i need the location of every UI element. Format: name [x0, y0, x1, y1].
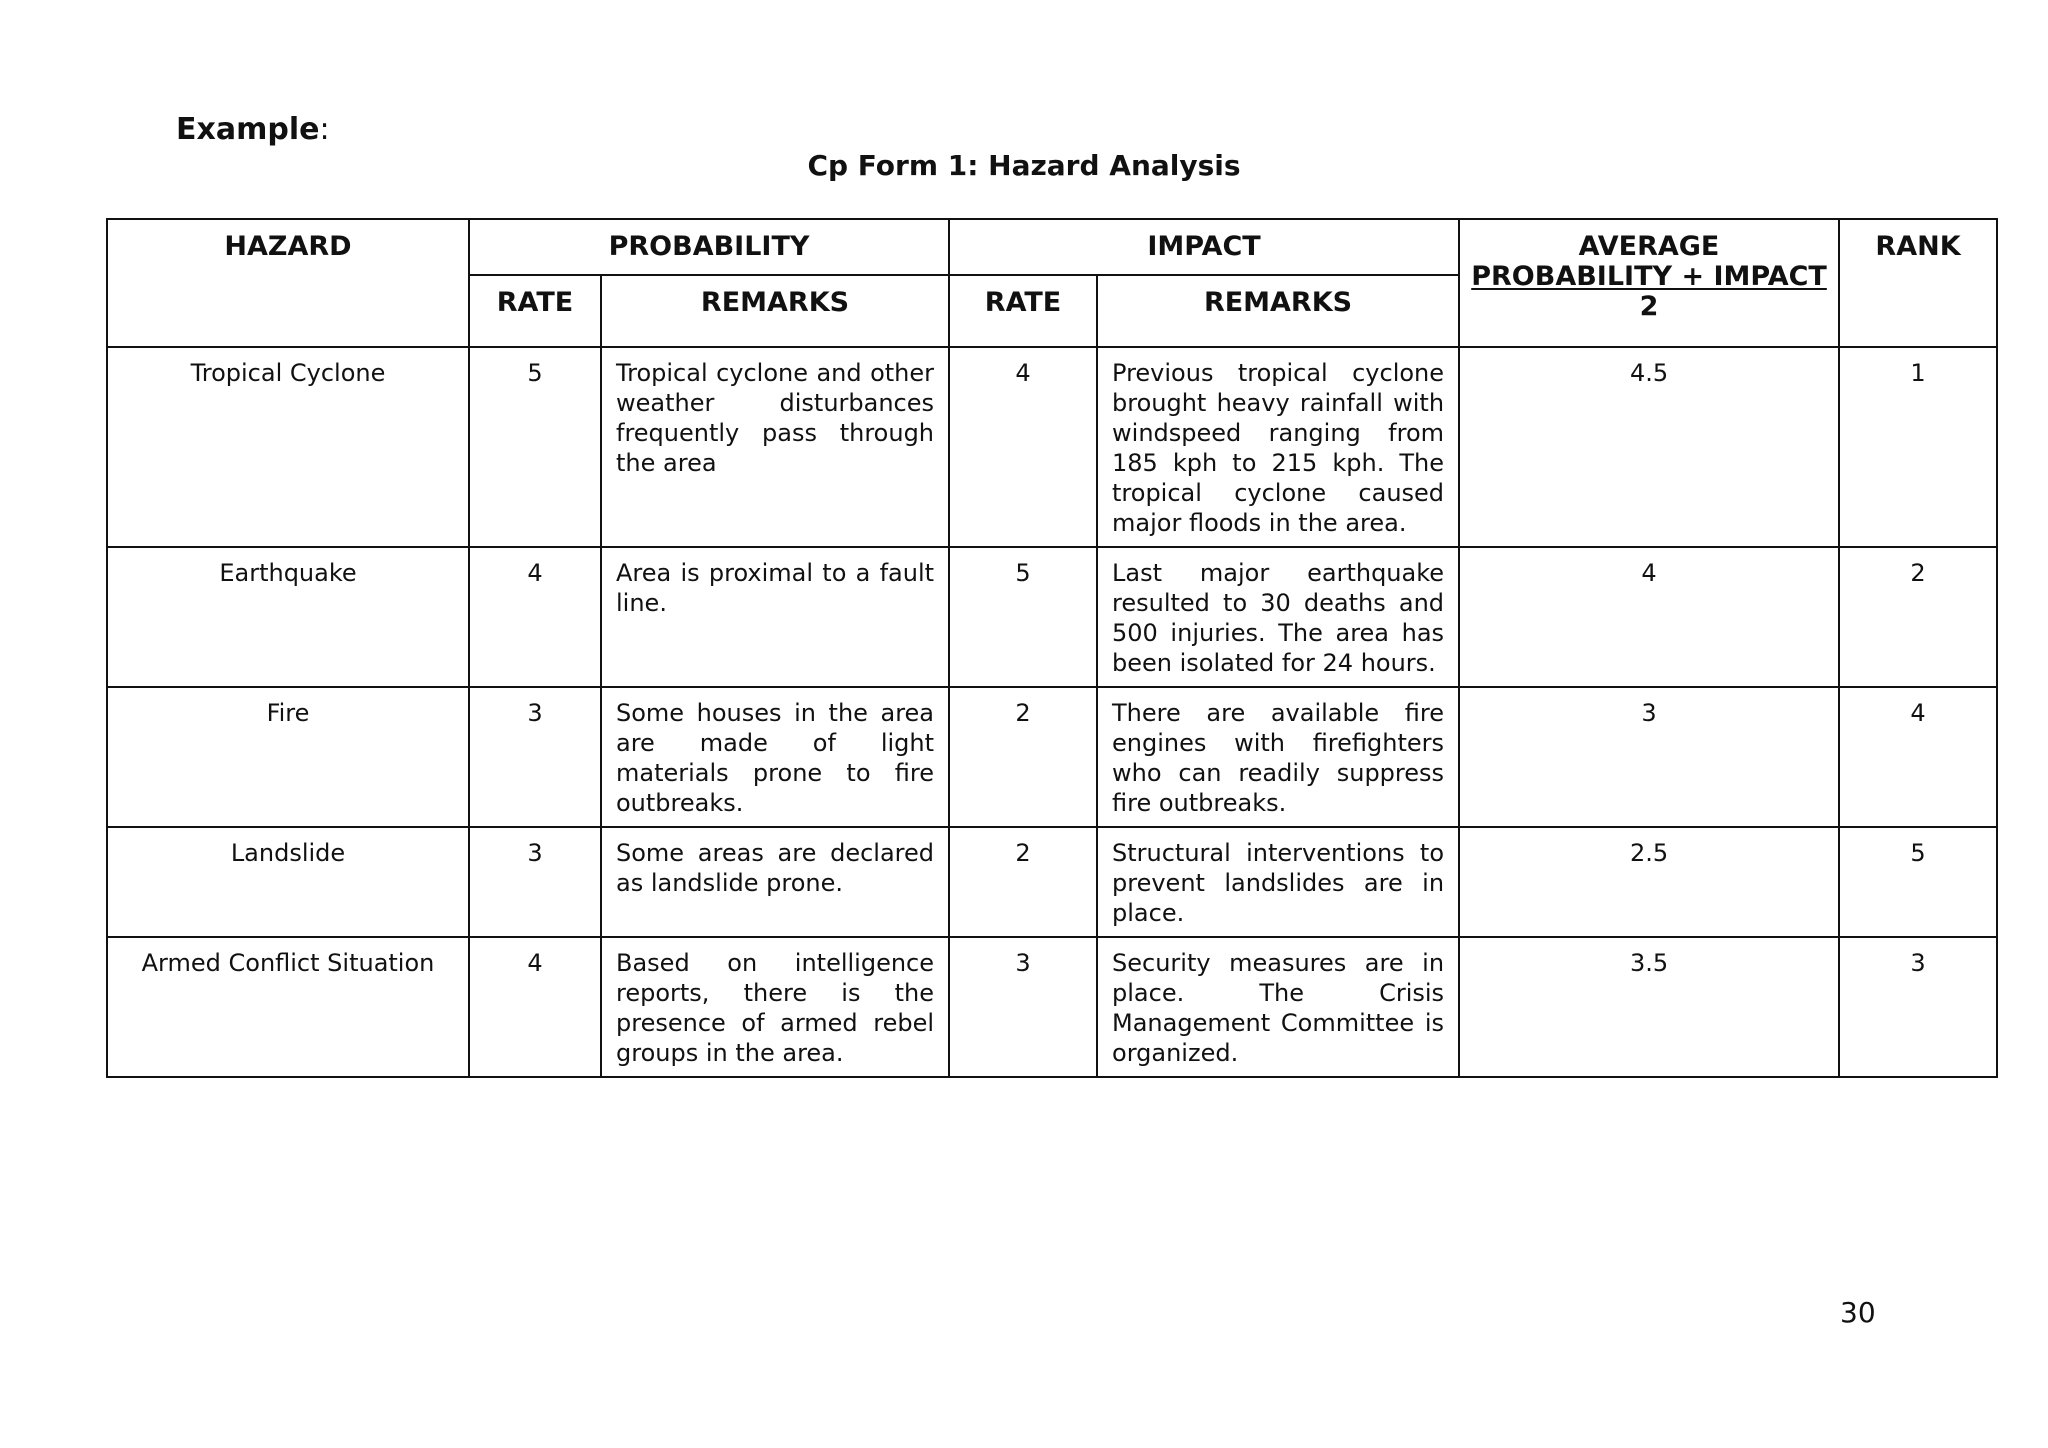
- average-cell: 4.5: [1459, 347, 1839, 547]
- example-label-colon: :: [319, 112, 330, 147]
- header-impact-rate: RATE: [949, 275, 1097, 347]
- table-row: [107, 347, 1997, 547]
- probability-remarks-cell: Some areas are declared as landslide prone.: [601, 827, 949, 937]
- probability-remarks-cell: Based on intelligence reports, there is the presence of armed rebel groups in the area.: [601, 937, 949, 1077]
- hazard-cell: Fire: [107, 687, 469, 827]
- probability-rate-cell: 4: [469, 937, 601, 1077]
- header-hazard: HAZARD: [107, 219, 469, 347]
- header-impact: IMPACT: [949, 219, 1459, 275]
- impact-remarks-cell: Last major earthquake resulted to 30 deaths and 500 injuries. The area has been isolated for 24 hours.: [1097, 547, 1459, 687]
- impact-remarks-cell: Structural interventions to prevent landslides are in place.: [1097, 827, 1459, 937]
- rank-cell: 5: [1839, 827, 1997, 937]
- example-label-text: Example: [176, 112, 320, 147]
- hazard-cell: Earthquake: [107, 547, 469, 687]
- header-impact-remarks: REMARKS: [1097, 275, 1459, 347]
- hazard-cell: Landslide: [107, 827, 469, 937]
- example-label: [176, 112, 330, 148]
- rank-cell: 4: [1839, 687, 1997, 827]
- header-average-formula: [1468, 262, 1830, 322]
- table-row: [107, 547, 1997, 687]
- hazard-cell: Tropical Cyclone: [107, 347, 469, 547]
- header-probability: PROBABILITY: [469, 219, 949, 275]
- average-cell: 3.5: [1459, 937, 1839, 1077]
- average-cell: 2.5: [1459, 827, 1839, 937]
- probability-rate-cell: 4: [469, 547, 601, 687]
- rank-cell: 2: [1839, 547, 1997, 687]
- average-cell: 4: [1459, 547, 1839, 687]
- impact-rate-cell: 3: [949, 937, 1097, 1077]
- header-probability-remarks: REMARKS: [601, 275, 949, 347]
- impact-rate-cell: 5: [949, 547, 1097, 687]
- header-average-denominator: 2: [1639, 291, 1659, 322]
- impact-rate-cell: 4: [949, 347, 1097, 547]
- rank-cell: 1: [1839, 347, 1997, 547]
- impact-rate-cell: 2: [949, 687, 1097, 827]
- impact-remarks-cell: There are available fire engines with firefighters who can readily suppress fire outbreaks.: [1097, 687, 1459, 827]
- rank-cell: 3: [1839, 937, 1997, 1077]
- table-row: [107, 687, 1997, 827]
- header-probability-rate: RATE: [469, 275, 601, 347]
- hazard-cell: Armed Conflict Situation: [107, 937, 469, 1077]
- probability-remarks-cell: Area is proximal to a fault line.: [601, 547, 949, 687]
- impact-rate-cell: 2: [949, 827, 1097, 937]
- form-title: Cp Form 1: Hazard Analysis: [807, 149, 1241, 182]
- probability-rate-cell: 3: [469, 687, 601, 827]
- table-row: [107, 937, 1997, 1077]
- probability-rate-cell: 5: [469, 347, 601, 547]
- header-average: [1459, 219, 1839, 347]
- probability-remarks-cell: Some houses in the area are made of light materials prone to fire outbreaks.: [601, 687, 949, 827]
- header-rank: RANK: [1839, 219, 1997, 347]
- header-average-numerator: PROBABILITY + IMPACT: [1471, 261, 1827, 292]
- table-row: [107, 827, 1997, 937]
- impact-remarks-cell: Previous tropical cyclone brought heavy rainfall with windspeed ranging from 185 kph to 215 kph. The tropical cyclone caused major floods in the area.: [1097, 347, 1459, 547]
- hazard-analysis-table: [106, 218, 1998, 1078]
- probability-rate-cell: 3: [469, 827, 601, 937]
- impact-remarks-cell: Security measures are in place. The Crisis Management Committee is organized.: [1097, 937, 1459, 1077]
- page-number: 30: [1840, 1296, 1876, 1329]
- probability-remarks-cell: Tropical cyclone and other weather disturbances frequently pass through the area: [601, 347, 949, 547]
- header-average-label: AVERAGE: [1578, 231, 1720, 262]
- average-cell: 3: [1459, 687, 1839, 827]
